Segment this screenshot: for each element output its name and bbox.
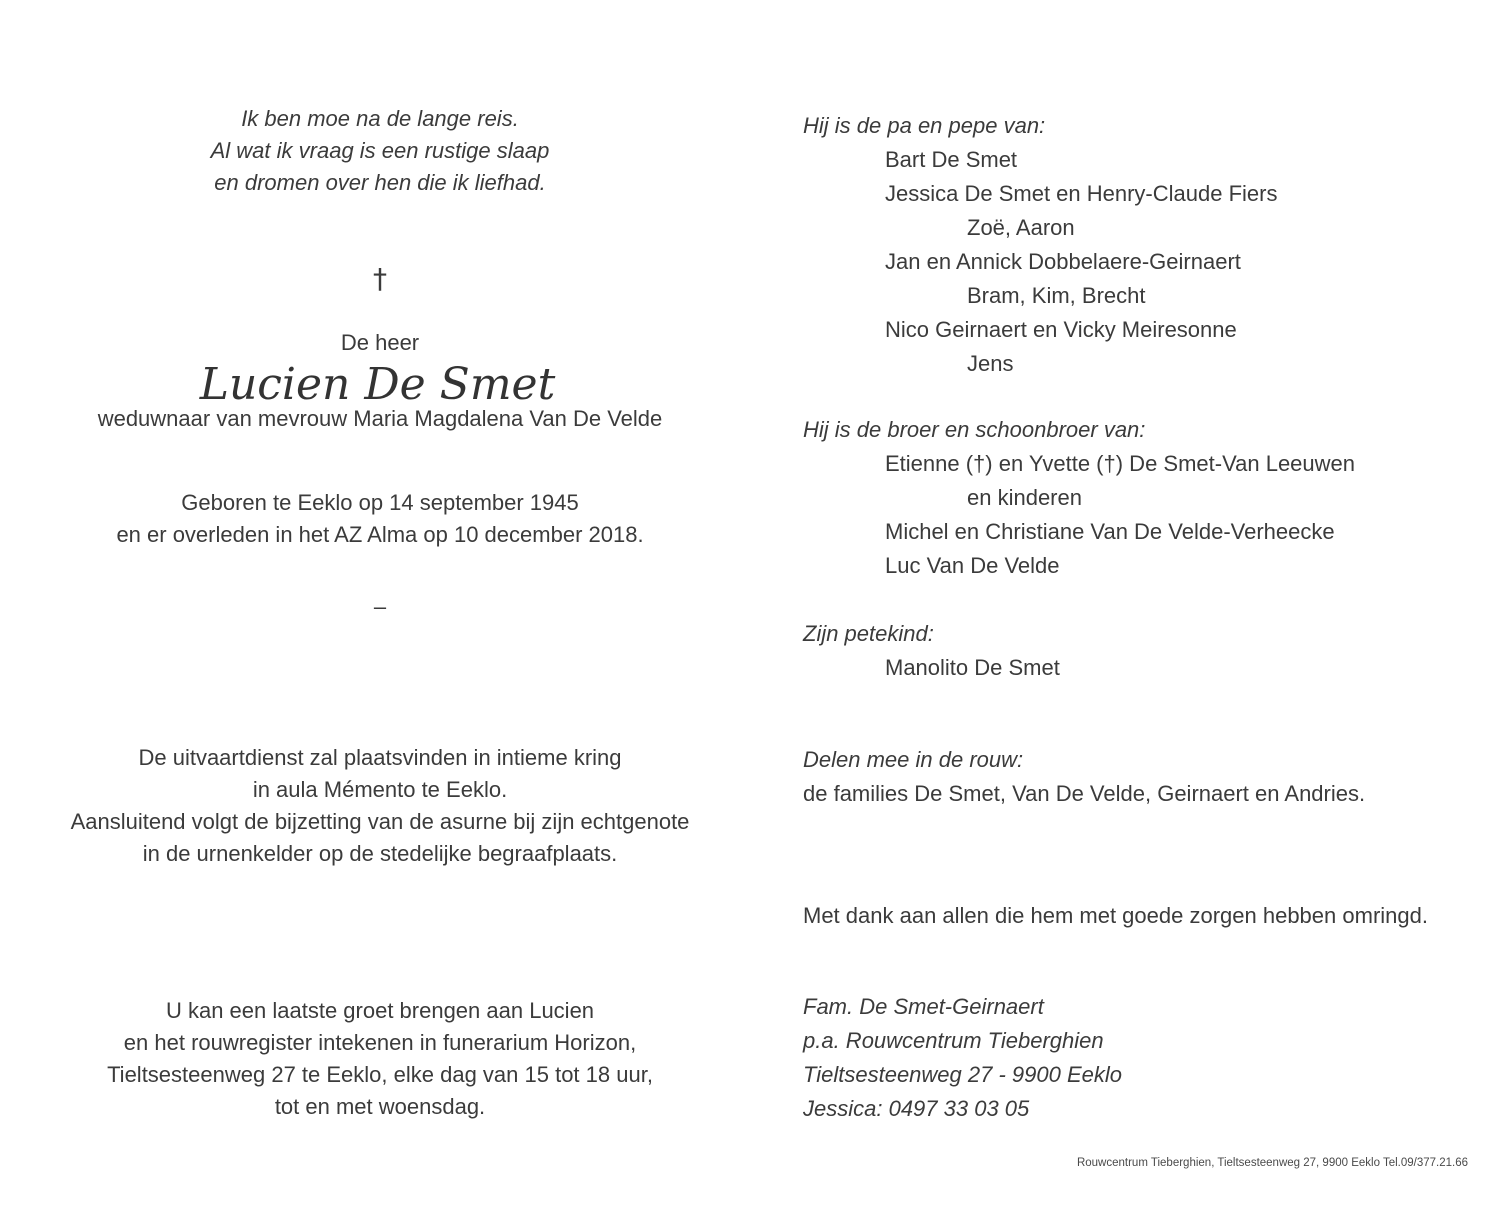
visitation-line: en het rouwregister intekenen in funerarium Horizon, (123, 1030, 637, 1055)
service-line: in aula Mémento te Eeklo. (252, 777, 508, 802)
godchild-heading: Zijn petekind: (803, 621, 934, 646)
family-member: Jan en Annick Dobbelaere-Geirnaert (885, 249, 1241, 274)
visitation-line: tot en met woensdag. (274, 1094, 486, 1119)
poem-line: en dromen over hen die ik liefhad. (214, 170, 546, 195)
grandchildren: Zoë, Aaron (967, 215, 1075, 240)
visitation-line: Tieltsesteenweg 27 te Eeklo, elke dag van 15 tot 18 uur, (107, 1062, 653, 1087)
mourning-families: de families De Smet, Van De Velde, Geirnaert en Andries. (803, 781, 1366, 806)
contact-address (803, 990, 1483, 1126)
siblings-heading: Hij is de broer en schoonbroer van: (803, 417, 1146, 442)
godchild-section (803, 617, 1483, 685)
family-member: Bart De Smet (885, 147, 1018, 172)
death-line: en er overleden in het AZ Alma op 10 december 2018. (116, 522, 644, 547)
family-member: Luc Van De Velde (885, 553, 1060, 578)
family-member: Michel en Christiane Van De Velde-Verheecke (885, 519, 1335, 544)
grandchildren: Jens (967, 351, 1014, 376)
visitation-line: U kan een laatste groet brengen aan Lucien (165, 998, 595, 1023)
thanks-section (803, 899, 1483, 933)
phone-contact: Jessica: 0497 33 03 05 (803, 1096, 1030, 1121)
separator-dash: – (373, 594, 387, 619)
service-line: in de urnenkelder op de stedelijke begraafplaats. (142, 841, 618, 866)
thanks-text: Met dank aan allen die hem met goede zorgen hebben omringd. (803, 903, 1428, 928)
service-line: De uitvaartdienst zal plaatsvinden in intieme kring (138, 745, 622, 770)
deceased-title (30, 327, 730, 435)
mourning-heading: Delen mee in de rouw: (803, 747, 1024, 772)
visitation-info (30, 995, 730, 1123)
birth-line: Geboren te Eeklo op 14 september 1945 (181, 490, 579, 515)
family-member: Nico Geirnaert en Vicky Meiresonne (885, 317, 1237, 342)
salutation: De heer (340, 330, 420, 355)
children-list (803, 109, 1483, 381)
family-name: Fam. De Smet-Geirnaert (803, 994, 1044, 1019)
widower-line: weduwnaar van mevrouw Maria Magdalena Van De Velde (97, 406, 663, 431)
mourning-section (803, 743, 1483, 811)
funeral-service-info (30, 742, 730, 870)
service-line: Aansluitend volgt de bijzetting van de asurne bij zijn echtgenote (70, 809, 690, 834)
cross-icon: † (373, 262, 387, 295)
footer-funeral-home: Rouwcentrum Tieberghien, Tieltsesteenweg 27, 9900 Eeklo Tel.09/377.21.66 (1076, 1157, 1468, 1169)
children-heading: Hij is de pa en pepe van: (803, 113, 1046, 138)
deceased-name: Lucien De Smet (199, 359, 556, 410)
grandchildren: Bram, Kim, Brecht (967, 283, 1146, 308)
poem (30, 103, 730, 199)
family-member: Etienne (†) en Yvette (†) De Smet-Van Leeuwen (885, 451, 1356, 476)
street-address: Tieltsesteenweg 27 - 9900 Eeklo (803, 1062, 1122, 1087)
care-of: p.a. Rouwcentrum Tieberghien (803, 1028, 1104, 1053)
family-member: Jessica De Smet en Henry-Claude Fiers (885, 181, 1278, 206)
poem-line: Ik ben moe na de lange reis. (241, 106, 519, 131)
godchild-name: Manolito De Smet (885, 655, 1060, 680)
family-member-children: en kinderen (967, 485, 1082, 510)
birth-death-info (30, 487, 730, 551)
poem-line: Al wat ik vraag is een rustige slaap (210, 138, 550, 163)
siblings-list (803, 413, 1483, 583)
